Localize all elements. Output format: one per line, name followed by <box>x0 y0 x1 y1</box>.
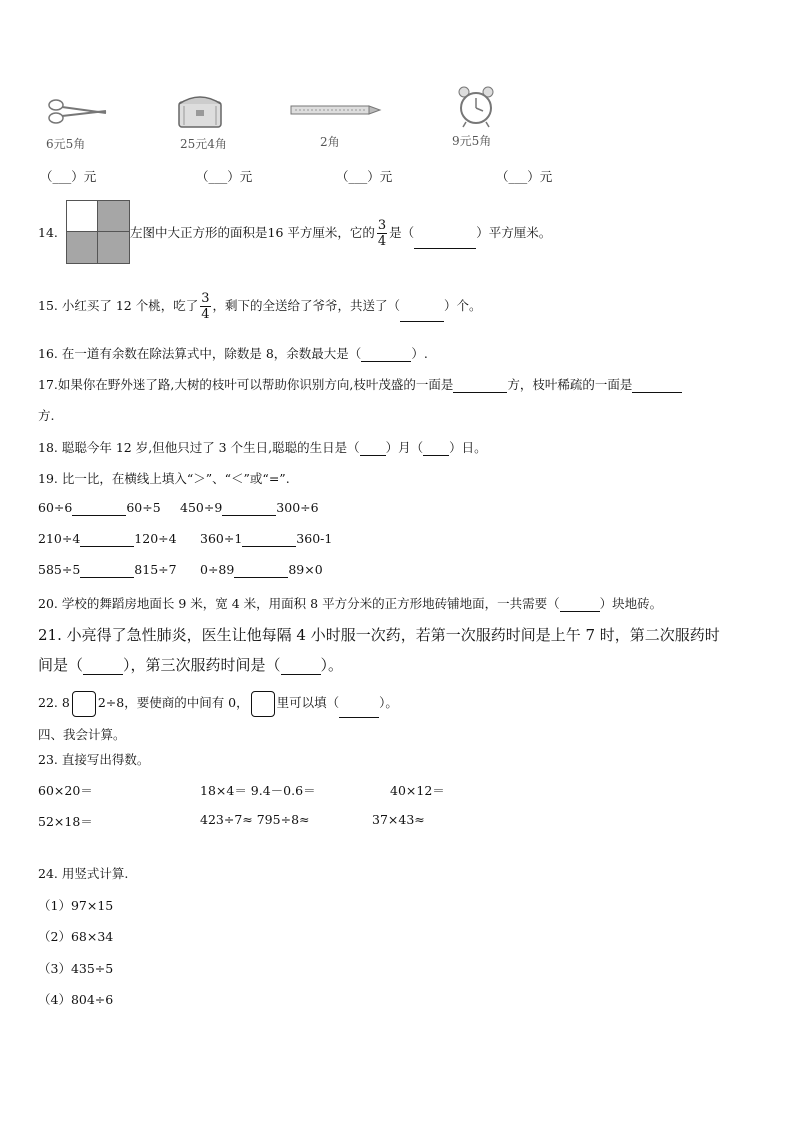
answer-blank[interactable]: （___）元 <box>496 169 553 184</box>
calc-item: 60×20＝ <box>38 783 93 798</box>
answer-blank[interactable] <box>361 346 411 362</box>
fraction: $\frac{3}{4}$ <box>377 218 387 249</box>
answer-blank[interactable] <box>632 377 682 393</box>
answer-blank[interactable] <box>453 377 507 393</box>
compare-blank[interactable] <box>72 500 126 516</box>
grid-cell <box>98 201 129 232</box>
item-caption: 25元4角 <box>180 137 227 151</box>
q21-line2: 间是（ ），第三次服药时间是（ ）。 <box>38 656 344 674</box>
q22-text: 22. 8 2÷8，要使商的中间有 0， 里可以填（ ）。 <box>38 689 398 718</box>
calc-item: 40×12＝ <box>390 783 445 798</box>
item-caption: 6元5角 <box>46 137 86 151</box>
q14-pre: 左图中大正方形的面积是16 平方厘米，它的 <box>130 225 375 240</box>
calc-item: 37×43≈ <box>372 812 425 827</box>
list-item: （2）68×34 <box>38 929 114 944</box>
answer-blank[interactable] <box>339 689 379 718</box>
answer-blank[interactable] <box>400 291 444 322</box>
pencil-icon <box>290 104 382 116</box>
compare-blank[interactable] <box>80 531 134 547</box>
list-item: （4）804÷6 <box>38 992 114 1007</box>
question-number: 14. <box>38 225 58 240</box>
digit-box[interactable] <box>72 691 96 717</box>
grid-cell <box>67 232 98 263</box>
scissors-icon <box>46 96 108 126</box>
compare-row: 450÷9 300÷6 <box>180 500 319 515</box>
grid-cell <box>67 201 98 232</box>
calc-item: 18×4＝ 9.4－0.6＝ <box>200 783 316 798</box>
answer-blank[interactable] <box>281 656 321 675</box>
calc-item: 52×18＝ <box>38 814 93 829</box>
q18-text: 18. 聪聪今年 12 岁,但他只过了 3 个生日,聪聪的生日是（ ）月（ ）日。 <box>38 440 487 455</box>
square-grid <box>66 200 130 264</box>
list-item: （3）435÷5 <box>38 961 114 976</box>
q14-text: 左图中大正方形的面积是16 平方厘米，它的 $\frac{3}{4}$ 是（ ）平方厘米。 <box>130 218 552 249</box>
grid-cell <box>98 232 129 263</box>
fraction: $\frac{3}{4}$ <box>201 291 210 322</box>
answer-blank[interactable] <box>423 440 449 456</box>
q17-text: 17.如果你在野外迷了路,大树的枝叶可以帮助你识别方向,枝叶茂盛的一面是 方，枝叶稀疏的一面是 <box>38 375 682 393</box>
answer-blank[interactable] <box>414 218 476 249</box>
answer-blank[interactable]: （___）元 <box>196 169 253 184</box>
q17-text-end: 方. <box>38 408 55 423</box>
q23-title: 23. 直接写出得数。 <box>38 752 150 767</box>
compare-row: 0÷89 89×0 <box>200 562 323 577</box>
answer-blank[interactable] <box>360 440 386 456</box>
alarm-clock-icon <box>456 84 496 128</box>
compare-row: 60÷6 60÷5 <box>38 500 161 515</box>
answer-blank[interactable] <box>560 596 600 612</box>
compare-blank[interactable] <box>222 500 276 516</box>
compare-row: 585÷5 815÷7 <box>38 562 177 577</box>
q24-title: 24. 用竖式计算. <box>38 866 129 881</box>
answer-blank[interactable]: （___）元 <box>336 169 393 184</box>
q15-text: 15. 小红买了 12 个桃，吃了 $\frac{3}{4}$ ，剩下的全送给了爷爷，共送了（ ）个。 <box>38 291 482 322</box>
compare-blank[interactable] <box>242 531 296 547</box>
q16-text: 16. 在一道有余数在除法算式中，除数是 8，余数最大是（ ）. <box>38 346 428 361</box>
q21-line1: 21. 小亮得了急性肺炎，医生让他每隔 4 小时服一次药，若第一次服药时间是上午 7 时，第二次服药时 <box>38 626 720 644</box>
answer-blank[interactable] <box>83 656 123 675</box>
compare-blank[interactable] <box>234 562 288 578</box>
item-caption: 9元5角 <box>452 134 492 148</box>
answer-blank[interactable]: （___）元 <box>40 169 97 184</box>
pencil-case-icon <box>176 92 224 130</box>
section-heading: 四、我会计算。 <box>38 727 126 742</box>
q20-text: 20. 学校的舞蹈房地面长 9 米，宽 4 米，用面积 8 平方分米的正方形地砖铺地面，一共需要（ ）块地砖。 <box>38 596 663 611</box>
digit-box[interactable] <box>251 691 275 717</box>
compare-row: 210÷4 120÷4 <box>38 531 177 546</box>
compare-blank[interactable] <box>80 562 134 578</box>
q19-text: 19. 比一比，在横线上填入“＞”、“＜”或“=”. <box>38 471 290 486</box>
compare-row: 360÷1 360-1 <box>200 531 333 546</box>
list-item: （1）97×15 <box>38 898 114 913</box>
calc-item: 423÷7≈ 795÷8≈ <box>200 812 310 827</box>
item-caption: 2角 <box>320 135 340 149</box>
